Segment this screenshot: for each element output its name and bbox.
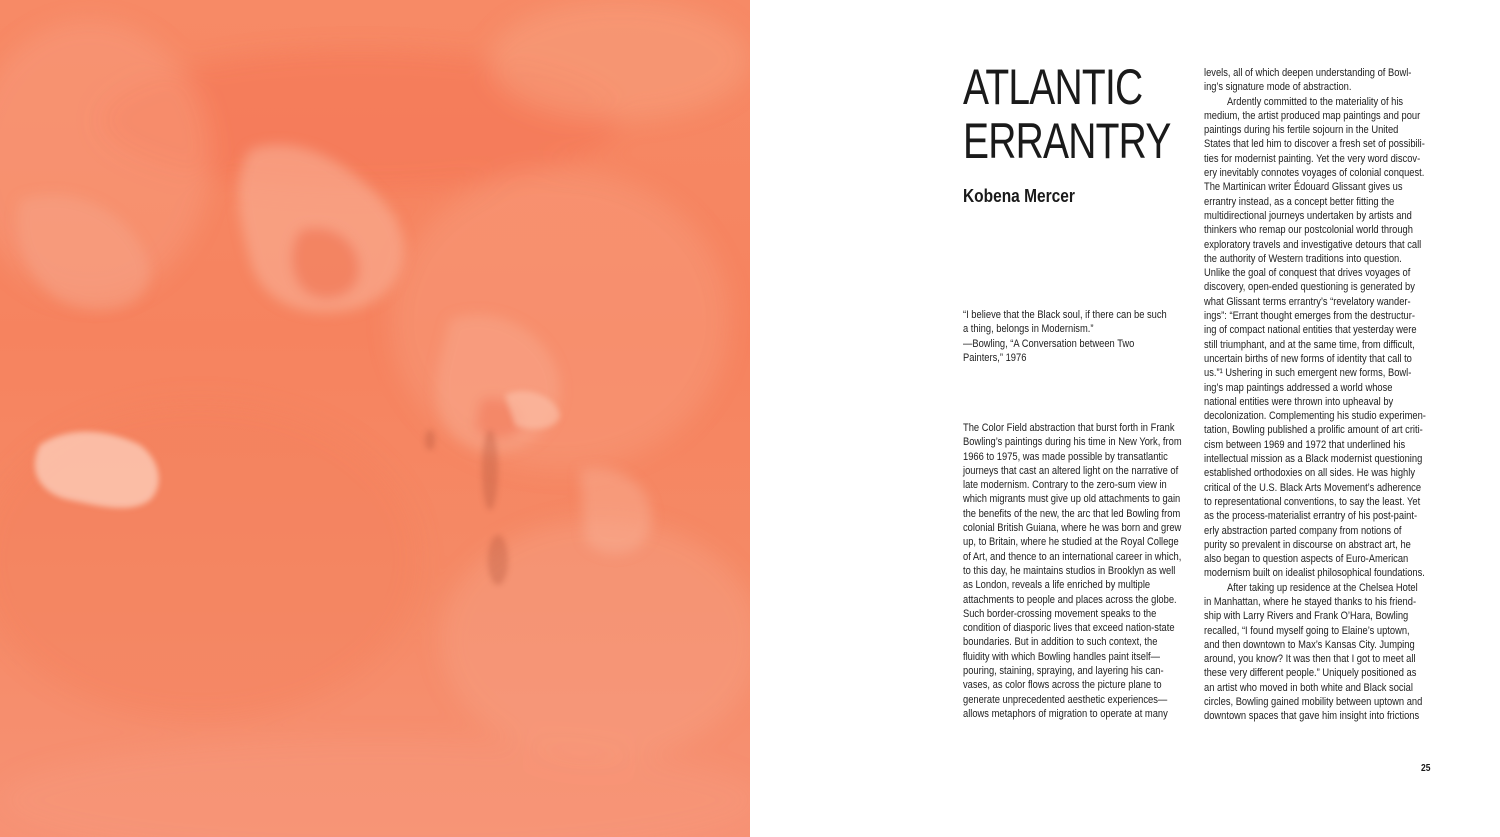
- body-line: downtown spaces that gave him insight into frictions: [1204, 710, 1420, 723]
- body-line: ing’s map paintings addressed a world whose: [1204, 381, 1393, 394]
- body-line: tation, Bowling published a prolific amount of art criti-: [1204, 424, 1423, 437]
- epigraph: [963, 308, 1203, 365]
- body-line: up, to Britain, where he studied at the Royal College: [963, 536, 1179, 549]
- body-line: the benefits of the new, the arc that led Bowling from: [963, 507, 1181, 520]
- body-line: States that led him to discover a fresh set of possibili-: [1204, 138, 1425, 151]
- body-line: errantry instead, as a concept better fitting the: [1204, 195, 1395, 208]
- epigraph-line: “I believe that the Black soul, if there can be such: [963, 309, 1167, 321]
- body-line: discovery, open-ended questioning is generated by: [1204, 281, 1415, 294]
- body-line: erly abstraction parted company from notions of: [1204, 524, 1402, 537]
- body-line: modernism built on idealist philosophical foundations.: [1204, 567, 1425, 580]
- body-line: us.”¹ Ushering in such emergent new forms, Bowl-: [1204, 367, 1412, 380]
- paragraph-first-line: After taking up residence at the Chelsea Hotel: [1226, 581, 1418, 594]
- epigraph-line: —Bowling, “A Conversation between Two: [963, 337, 1135, 350]
- body-line: an artist who moved in both white and Black social: [1204, 681, 1413, 694]
- paragraph-first-line: Ardently committed to the materiality of his: [1226, 95, 1404, 108]
- body-line: boundaries. But in addition to such context, the: [963, 636, 1158, 649]
- body-line: Bowling’s paintings during his time in New York, from: [963, 436, 1182, 449]
- body-line: and then downtown to Max’s Kansas City. Jumping: [1204, 638, 1415, 651]
- body-line: around, you know? It was then that I got to meet all: [1204, 653, 1416, 666]
- body-line: cism between 1969 and 1972 that underlined his: [1204, 438, 1406, 451]
- author-name: Kobena Mercer: [963, 186, 1075, 206]
- body-line: thinkers who remap our postcolonial world through: [1204, 224, 1413, 237]
- body-line: ery inevitably connotes voyages of colonial conquest.: [1204, 167, 1425, 180]
- body-line: to this day, he maintains studios in Brooklyn as well: [963, 564, 1176, 577]
- body-line: critical of the U.S. Black Arts Movement’s adherence: [1204, 481, 1422, 494]
- body-line: what Glissant terms errantry’s “revelatory wander-: [1204, 295, 1411, 308]
- body-line: still triumphant, and at the same time, from difficult,: [1204, 338, 1415, 351]
- body-line: intellectual mission as a Black modernist questioning: [1204, 453, 1423, 466]
- body-line: which migrants must give up old attachments to gain: [963, 493, 1181, 506]
- body-line: national entities were thrown into upheaval by: [1204, 395, 1394, 408]
- body-line: circles, Bowling gained mobility between uptown and: [1204, 696, 1423, 709]
- body-line: 1966 to 1975, was made possible by transatlantic: [963, 450, 1168, 463]
- body-line: condition of diasporic lives that exceed nation-state: [963, 622, 1175, 635]
- body-line: attachments to people and places across the globe.: [963, 593, 1177, 606]
- body-line: levels, all of which deepen understanding of Bowl-: [1204, 67, 1412, 79]
- article-title: [963, 60, 1171, 168]
- body-line: of Art, and thence to an international career in which,: [963, 550, 1182, 563]
- body-line: to representational conventions, to say the least. Yet: [1204, 495, 1421, 508]
- body-line: ing’s signature mode of abstraction.: [1204, 81, 1352, 94]
- page-number: 25: [1421, 763, 1431, 774]
- body-line: ing of compact national entities that yesterday were: [1204, 324, 1417, 337]
- body-line: recalled, “I found myself going to Elaine’s uptown,: [1204, 624, 1410, 637]
- title-line-2: ERRANTRY: [963, 113, 1171, 169]
- body-line: ship with Larry Rivers and Frank O’Hara, Bowling: [1204, 610, 1409, 623]
- body-line: as the process-materialist errantry of his post-paint-: [1204, 510, 1418, 523]
- body-line: The Martinican writer Édouard Glissant gives us: [1204, 181, 1403, 194]
- body-line: decolonization. Complementing his studio experimen-: [1204, 410, 1426, 423]
- body-line: ties for modernist painting. Yet the very word discov-: [1204, 152, 1421, 165]
- title-line-1: ATLANTIC: [963, 59, 1143, 115]
- epigraph-line: a thing, belongs in Modernism.”: [963, 323, 1094, 336]
- body-line: late modernism. Contrary to the zero-sum view in: [963, 479, 1167, 492]
- epigraph-line: Painters,” 1976: [963, 351, 1027, 364]
- body-line: medium, the artist produced map paintings and pour: [1204, 109, 1421, 122]
- body-line: purity so prevalent in discourse on abstract art, he: [1204, 538, 1411, 551]
- body-line: fluidity with which Bowling handles paint itself—: [963, 650, 1160, 663]
- body-line: paintings during his fertile sojourn in the United: [1204, 124, 1399, 137]
- body-line: the authority of Western traditions into question.: [1204, 252, 1402, 265]
- body-line: these very different people.” Uniquely positioned as: [1204, 667, 1417, 680]
- body-line: in Manhattan, where he stayed thanks to his friend-: [1204, 595, 1417, 608]
- body-line: The Color Field abstraction that burst forth in Frank: [963, 422, 1175, 434]
- body-column-right: [1204, 66, 1465, 724]
- body-line: ings”: “Errant thought emerges from the destructur-: [1204, 310, 1415, 323]
- body-line: also began to question aspects of Euro-American: [1204, 553, 1409, 566]
- body-line: established orthodoxies on all sides. He was highly: [1204, 467, 1416, 480]
- body-line: generate unprecedented aesthetic experiences—: [963, 693, 1168, 706]
- body-line: multidirectional journeys undertaken by artists and: [1204, 209, 1412, 222]
- body-line: exploratory travels and investigative detours that call: [1204, 238, 1422, 251]
- body-line: allows metaphors of migration to operate at many: [963, 707, 1168, 720]
- body-line: journeys that cast an altered light on the narrative of: [963, 464, 1179, 477]
- body-line: Such border-crossing movement speaks to the: [963, 607, 1157, 620]
- body-line: uncertain births of new forms of identity that call to: [1204, 352, 1412, 365]
- body-line: vases, as color flows across the picture plane to: [963, 679, 1162, 692]
- body-column-left: [963, 421, 1220, 721]
- body-line: as London, reveals a life enriched by multiple: [963, 579, 1151, 592]
- body-line: pouring, staining, spraying, and layering his can-: [963, 665, 1164, 678]
- body-line: colonial British Guiana, where he was born and grew: [963, 522, 1182, 535]
- body-line: Unlike the goal of conquest that drives voyages of: [1204, 267, 1411, 280]
- text-page: [750, 0, 1500, 837]
